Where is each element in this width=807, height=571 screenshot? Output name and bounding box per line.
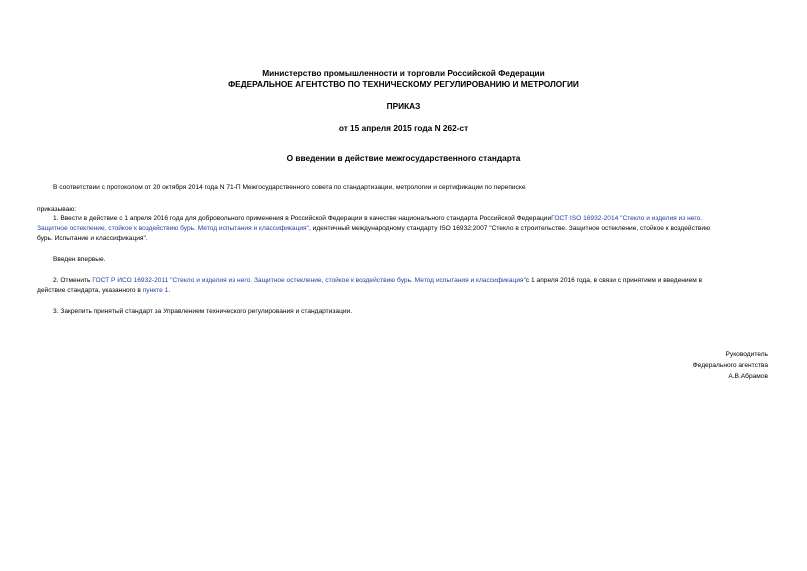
document-subject: О введении в действие межгосударственного стандарта: [286, 153, 521, 163]
order-word: приказываю:: [37, 206, 77, 213]
first-introduced-note: Введен впервые.: [53, 256, 106, 263]
item-2-text-c: действие стандарта, указанного в: [37, 287, 143, 294]
intro-paragraph: В соответствии с протоколом от 20 октября 2014 года N 71-П Межгосударственного совета по стандартизации, метрологии и сертификации по переписке: [53, 184, 526, 191]
document-date-number: от 15 апреля 2015 года N 262-ст: [338, 123, 469, 133]
gost-r-iso-link[interactable]: ГОСТ Р ИСО 16932-2011 "Стекло и изделия из него. Защитное остекление, стойкое к воздействию бурь. Метод испытания и классификация": [92, 277, 526, 284]
document-type: ПРИКАЗ: [386, 101, 421, 111]
item-3-paragraph: 3. Закрепить принятый стандарт за Управлением технического регулирования и стандартизации.: [53, 308, 353, 315]
item-1-reference-link[interactable]: пункте 1: [142, 287, 169, 294]
item-2-line-1: [53, 276, 786, 286]
signer-organization: Федерального агентства: [692, 361, 768, 369]
gost-iso-link-part-2[interactable]: Защитное остекление, стойкое к воздействию бурь. Метод испытания и классификация": [37, 225, 309, 232]
item-1-line-1: [53, 214, 786, 224]
signature-block: [693, 350, 768, 382]
item-1-text-b: , идентичный международному стандарту ISO 16932:2007 "Стекло в строительстве. Защитное остекление, стойкое к воздействию: [308, 225, 711, 232]
item-1-line-3: бурь. Испытание и классификация".: [37, 235, 148, 242]
signer-name: А.В.Абрамов: [728, 372, 768, 380]
ministry-title: Министерство промышленности и торговли Российской Федерации: [262, 68, 545, 78]
gost-iso-link-part-1[interactable]: ГОСТ ISO 16932-2014 "Стекло и изделия из него.: [551, 215, 703, 222]
agency-title: ФЕДЕРАЛЬНОЕ АГЕНТСТВО ПО ТЕХНИЧЕСКОМУ РЕГУЛИРОВАНИЮ И МЕТРОЛОГИИ: [228, 79, 579, 89]
signer-position: Руководитель: [725, 351, 768, 358]
item-1-text-a: 1. Ввести в действие с 1 апреля 2016 года для добровольного применения в Российской Федерации в качестве национального стандарта Российской Федерации: [53, 215, 552, 222]
item-2-text-d: .: [168, 287, 171, 294]
item-2-text-b: с 1 апреля 2016 года, в связи с принятием и введением в: [525, 277, 703, 284]
item-2-text-a: 2. Отменить: [53, 277, 93, 284]
item-2-line-2: [37, 286, 770, 296]
item-1-line-2: [37, 224, 770, 234]
